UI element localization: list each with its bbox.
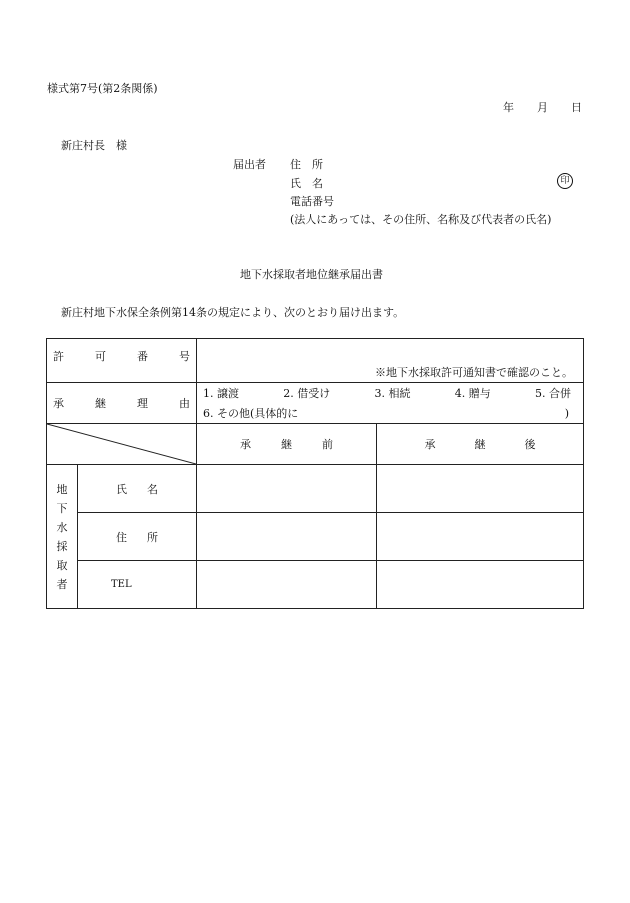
reason-option-lease[interactable]: 2. 借受け [283, 387, 331, 400]
address-before-field[interactable] [197, 513, 377, 561]
date-day-label: 日 [571, 101, 582, 114]
succession-reason-label: 承 継 理 由 [47, 383, 197, 424]
date-year-label: 年 [503, 101, 514, 114]
corporate-note: (法人にあっては、その住所、名称及び代表者の氏名) [290, 213, 552, 226]
column-header-row [47, 424, 584, 465]
form-number: 様式第7号(第2条関係) [47, 82, 158, 95]
applicant-phone-label: 電話番号 [290, 195, 334, 208]
column-after-header: 承 継 後 [377, 424, 584, 465]
applicant-label: 届出者 [233, 158, 266, 171]
applicant-address-label: 住 所 [290, 158, 323, 171]
permit-number-row [47, 339, 584, 383]
address-row [47, 513, 584, 561]
tel-after-field[interactable] [377, 561, 584, 609]
document-title: 地下水採取者地位継承届出書 [240, 268, 383, 281]
form-table [46, 338, 584, 609]
reason-option-gift[interactable]: 4. 贈与 [454, 387, 491, 400]
name-before-field[interactable] [197, 465, 377, 513]
row-tel-label: TEL [78, 561, 197, 609]
body-text: 新庄村地下水保全条例第14条の規定により、次のとおり届け出ます。 [61, 306, 405, 319]
reason-other-close: ) [564, 406, 569, 420]
tel-row [47, 561, 584, 609]
date-month-label: 月 [537, 101, 548, 114]
row-address-label: 住 所 [78, 513, 197, 561]
reason-option-transfer[interactable]: 1. 譲渡 [203, 387, 239, 400]
succession-reason-options [197, 383, 584, 424]
diagonal-line [47, 424, 196, 464]
diagonal-header-cell [47, 424, 197, 465]
seal-mark: 印 [557, 173, 573, 189]
row-name-label: 氏 名 [78, 465, 197, 513]
reason-option-other[interactable]: 6. その他(具体的に [203, 407, 299, 420]
addressee: 新庄村長 様 [61, 139, 127, 152]
name-after-field[interactable] [377, 465, 584, 513]
succession-reason-row [47, 383, 584, 424]
permit-number-label: 許 可 番 号 [47, 339, 197, 383]
permit-note: ※地下水採取許可通知書で確認のこと。 [375, 366, 573, 379]
applicant-name-label: 氏 名 [290, 177, 323, 190]
reason-option-merger[interactable]: 5. 合併 [535, 387, 571, 400]
name-row [47, 465, 584, 513]
permit-number-field[interactable] [197, 339, 584, 383]
column-before-header: 承 継 前 [197, 424, 377, 465]
address-after-field[interactable] [377, 513, 584, 561]
groundwater-user-side-label: 地 下 水 採 取 者 [47, 465, 78, 609]
tel-before-field[interactable] [197, 561, 377, 609]
reason-option-inheritance[interactable]: 3. 相続 [374, 387, 411, 400]
